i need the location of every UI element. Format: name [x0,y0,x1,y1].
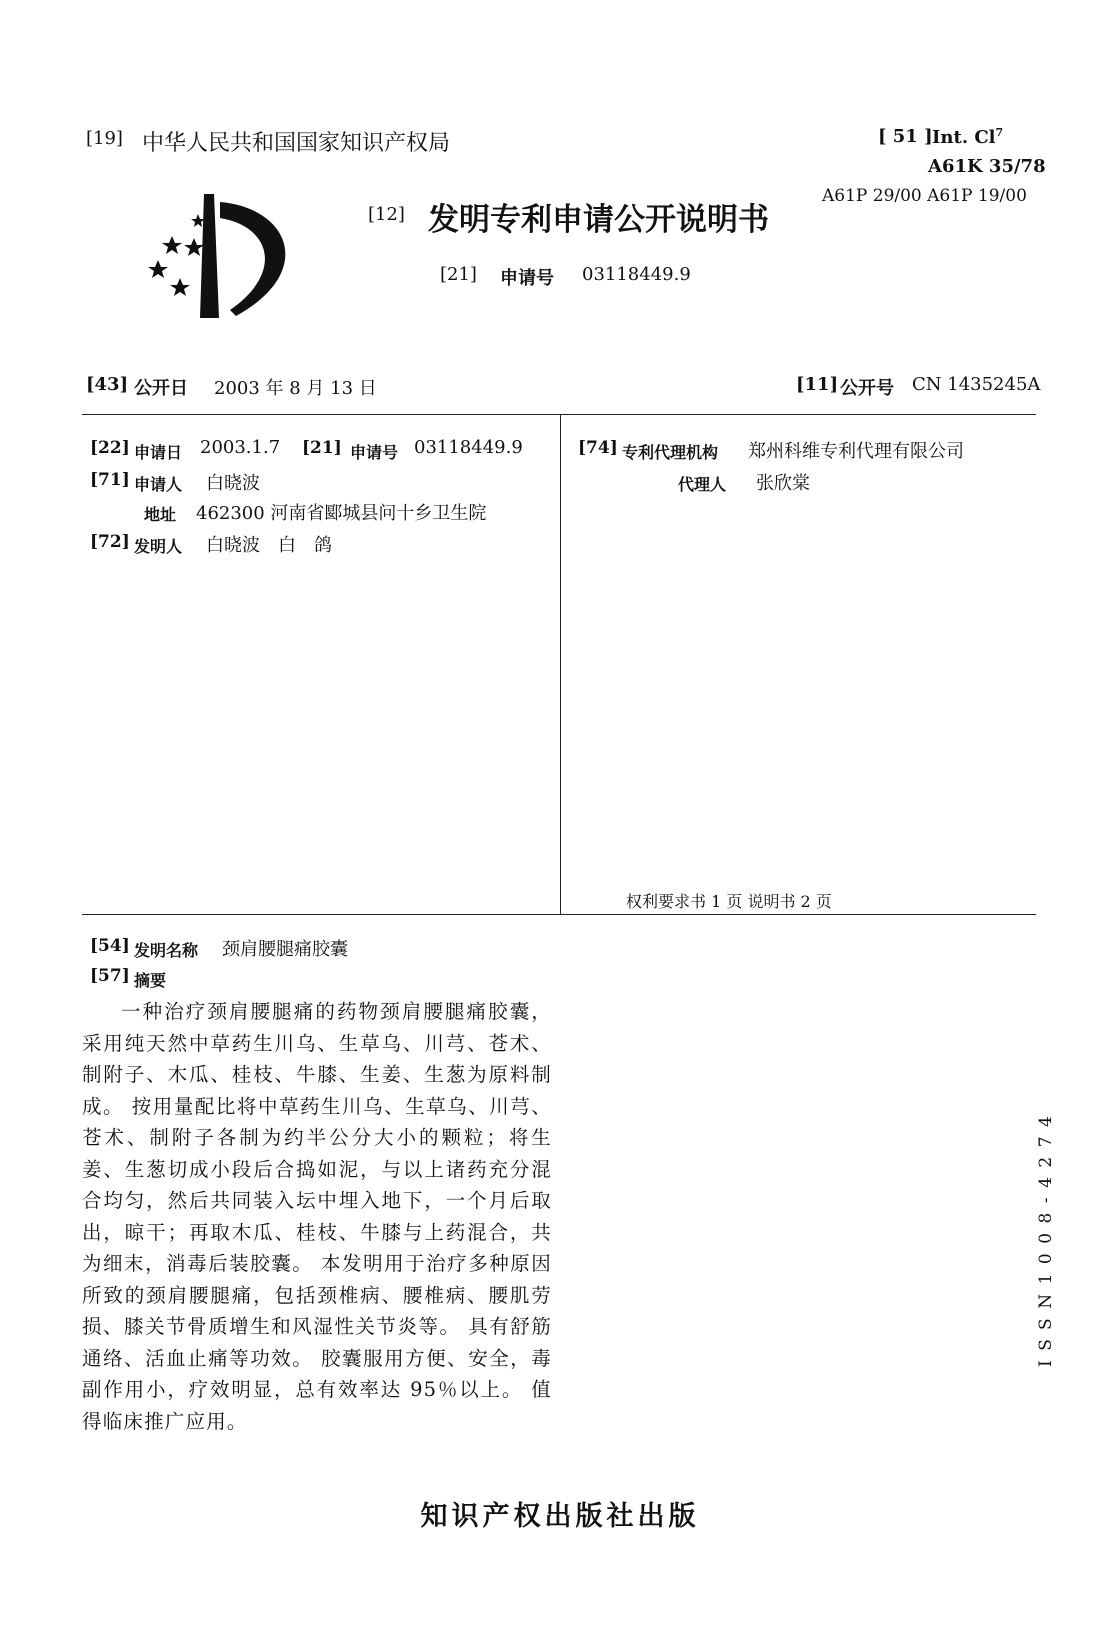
pub-date-value: 2003 年 8 月 13 日 [214,378,377,399]
issn-vertical: ISSN1008-4274 [1036,1106,1056,1368]
agency-value: 郑州科维专利代理有限公司 [748,441,964,462]
abstract-code: [57] [90,966,130,986]
doc-type-title: 发明专利申请公开说明书 [428,202,769,238]
agent-label: 代理人 [678,475,727,494]
appno-label: 申请号 [500,268,554,289]
appno-value: 03118449.9 [582,264,691,285]
pub-date-code: [43] [86,374,129,395]
ipc-version: 7 [995,126,1004,139]
title-label: 发明名称 [134,941,199,960]
top-divider [82,414,1036,415]
ipc-secondary: A61P 29/00 A61P 19/00 [822,186,1027,206]
app-value: 03118449.9 [414,437,523,458]
ipc-label [932,126,1003,148]
ipc-main: A61K 35/78 [928,156,1046,177]
pub-date-label: 公开日 [134,378,188,399]
agent-value: 张欣棠 [756,473,810,494]
address-label: 地址 [144,505,177,524]
applicant-code: [71] [90,470,130,490]
applicant-label: 申请人 [134,475,183,494]
title-code: [54] [90,936,130,956]
applicant-value: 白晓波 [206,473,260,494]
inventor-code: [72] [90,532,130,552]
middle-divider [82,914,1036,915]
abstract-label: 摘要 [134,971,167,990]
ipc-code: [ 51 ] [878,126,933,147]
cnipa-emblem-icon [140,182,316,324]
pages-note: 权利要求书 1 页 说明书 2 页 [626,892,832,911]
inventor-value: 白晓波 白 鸽 [206,535,332,556]
inventor-label: 发明人 [134,537,183,556]
authority-code: [19] [86,128,123,149]
authority-name: 中华人民共和国国家知识产权局 [142,131,451,156]
publisher-footer: 知识产权出版社出版 [420,1501,700,1532]
app-label: 申请号 [350,443,399,462]
appno-code: [21] [440,264,477,285]
doc-type-code: [12] [368,204,405,225]
ipc-label-text: Int. Cl [932,127,996,148]
agency-label: 专利代理机构 [622,443,719,462]
pub-number-value: CN 1435245A [912,374,1041,395]
app-code: [21] [302,438,342,458]
filing-value: 2003.1.7 [200,437,281,458]
column-divider [560,414,561,914]
abstract-text: 一种治疗颈肩腰腿痛的药物颈肩腰腿痛胶囊，采用纯天然中草药生川乌、生草乌、川芎、苍术、制附子、木瓜、桂枝、牛膝、生姜、生葱为原料制成。 按用量配比将中草药生川乌、生草乌、川芎、苍术、制附子各制为约半公分大小的颗粒；将生姜、生葱切成小段后合捣如泥，与以上诸药充分混合均匀，然后共同装入坛中埋入地下，一个月后取出，晾干；再取木瓜、桂枝、牛膝与上药混合，共为细末，消毒后装胶囊。 本发明用于治疗多种原因所致的颈肩腰腿痛，包括颈椎病、腰椎病、腰肌劳损、膝关节骨质增生和风湿性关节炎等。 具有舒筋通络、活血止痛等功效。 胶囊服用方便、安全，毒副作用小，疗效明显，总有效率达 95％以上。 值得临床推广应用。 [82,1000,552,1433]
pub-number-code: [11] [796,374,839,395]
filing-code: [22] [90,438,130,458]
agency-code: [74] [578,438,618,458]
filing-label: 申请日 [134,443,183,462]
pub-number-label: 公开号 [840,378,894,399]
invention-title: 颈肩腰腿痛胶囊 [222,939,348,960]
address-value: 462300 河南省郾城县问十乡卫生院 [196,503,487,524]
